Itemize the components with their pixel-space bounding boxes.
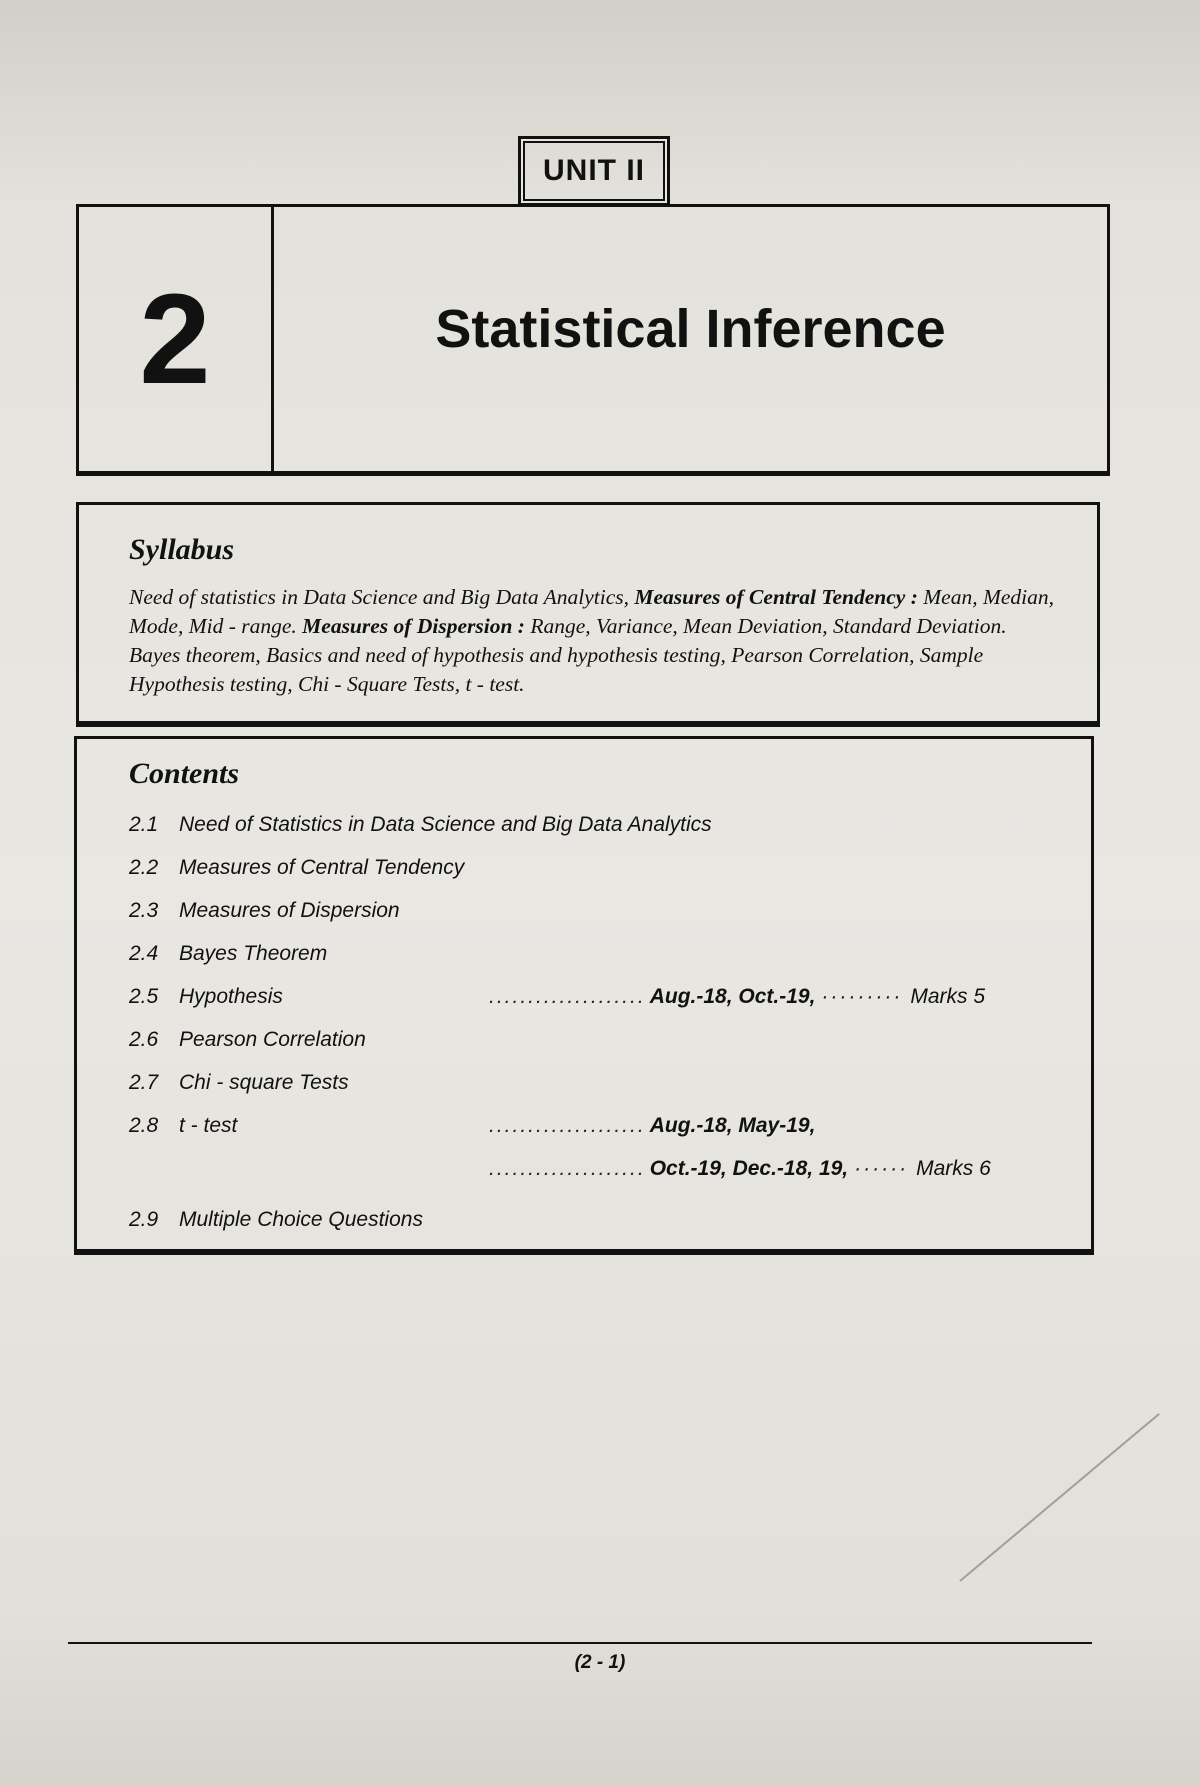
chapter-header xyxy=(76,204,1110,474)
marks-label: Marks 6 xyxy=(916,1156,991,1180)
toc-title: t - test xyxy=(179,1113,238,1137)
toc-item xyxy=(129,889,1051,932)
toc-title: Measures of Central Tendency xyxy=(179,855,465,879)
paper-crease xyxy=(959,1413,1159,1582)
exam-dates: Aug.-18, May-19, xyxy=(649,1113,816,1137)
toc-item xyxy=(129,803,1051,846)
toc-item xyxy=(129,846,1051,889)
contents-box xyxy=(74,736,1094,1252)
syllabus-part-bold: Measures of Dispersion : xyxy=(302,614,531,638)
toc-title: Bayes Theorem xyxy=(179,941,328,965)
toc-item xyxy=(129,1061,1051,1104)
toc-item xyxy=(129,1198,1051,1241)
leader-dots: ······ xyxy=(854,1156,909,1180)
contents-heading: Contents xyxy=(129,757,240,790)
toc-number: 2.7 xyxy=(129,1070,159,1094)
leader-dots: .................... xyxy=(489,1156,646,1180)
toc-number: 2.6 xyxy=(129,1027,159,1051)
toc-title: Measures of Dispersion xyxy=(179,898,400,922)
toc-number: 2.8 xyxy=(129,1113,159,1137)
toc-title: Need of Statistics in Data Science and Big Data Analytics xyxy=(179,812,712,836)
leader-dots: .................... xyxy=(489,984,646,1008)
toc-item xyxy=(129,932,1051,975)
toc-item-continued xyxy=(129,1147,1051,1190)
toc-title: Chi - square Tests xyxy=(179,1070,349,1094)
toc-title: Pearson Correlation xyxy=(179,1027,366,1051)
leader-dots: ········· xyxy=(821,984,903,1008)
toc-item xyxy=(129,975,1051,1018)
exam-dates: Oct.-19, Dec.-18, 19, xyxy=(649,1156,849,1180)
chapter-title: Statistical Inference xyxy=(435,299,946,359)
footer-rule xyxy=(68,1642,1092,1644)
chapter-number: 2 xyxy=(79,207,274,471)
unit-label: UNIT II xyxy=(518,136,670,206)
toc-exam-info xyxy=(489,1114,1051,1138)
syllabus-part-bold: Measures of Central Tendency : xyxy=(634,585,924,609)
page-number: (2 - 1) xyxy=(574,1652,626,1673)
exam-dates: Aug.-18, Oct.-19, xyxy=(649,984,816,1008)
syllabus-text xyxy=(129,583,1057,699)
toc-item xyxy=(129,1104,1051,1147)
leader-dots: .................... xyxy=(489,1113,646,1137)
syllabus-part: Need of statistics in Data Science and Big Data Analytics, xyxy=(129,585,635,609)
toc-exam-info xyxy=(489,1157,1051,1181)
toc-exam-info xyxy=(489,985,1051,1009)
toc-title: Hypothesis xyxy=(179,984,283,1008)
toc-title: Multiple Choice Questions xyxy=(179,1207,423,1231)
toc-number: 2.2 xyxy=(129,855,159,879)
syllabus-heading: Syllabus xyxy=(129,533,235,566)
toc-item xyxy=(129,1018,1051,1061)
toc-number: 2.1 xyxy=(129,812,159,836)
toc-number: 2.5 xyxy=(129,984,159,1008)
toc-number: 2.3 xyxy=(129,898,159,922)
syllabus-box xyxy=(76,502,1100,724)
syllabus-part: Mean, Median, Mode, Mid - range. xyxy=(129,585,1055,638)
toc-number: 2.9 xyxy=(129,1207,159,1231)
marks-label: Marks 5 xyxy=(910,984,986,1008)
syllabus-part: Range, Variance, Mean Deviation, Standard Deviation. Bayes theorem, Basics and need of hypothesis and hypothesis testing, Pearson Correlation, Sample Hypothesis testing, Chi - Square Tests, t - test. xyxy=(129,614,1007,696)
toc-number: 2.4 xyxy=(129,941,159,965)
